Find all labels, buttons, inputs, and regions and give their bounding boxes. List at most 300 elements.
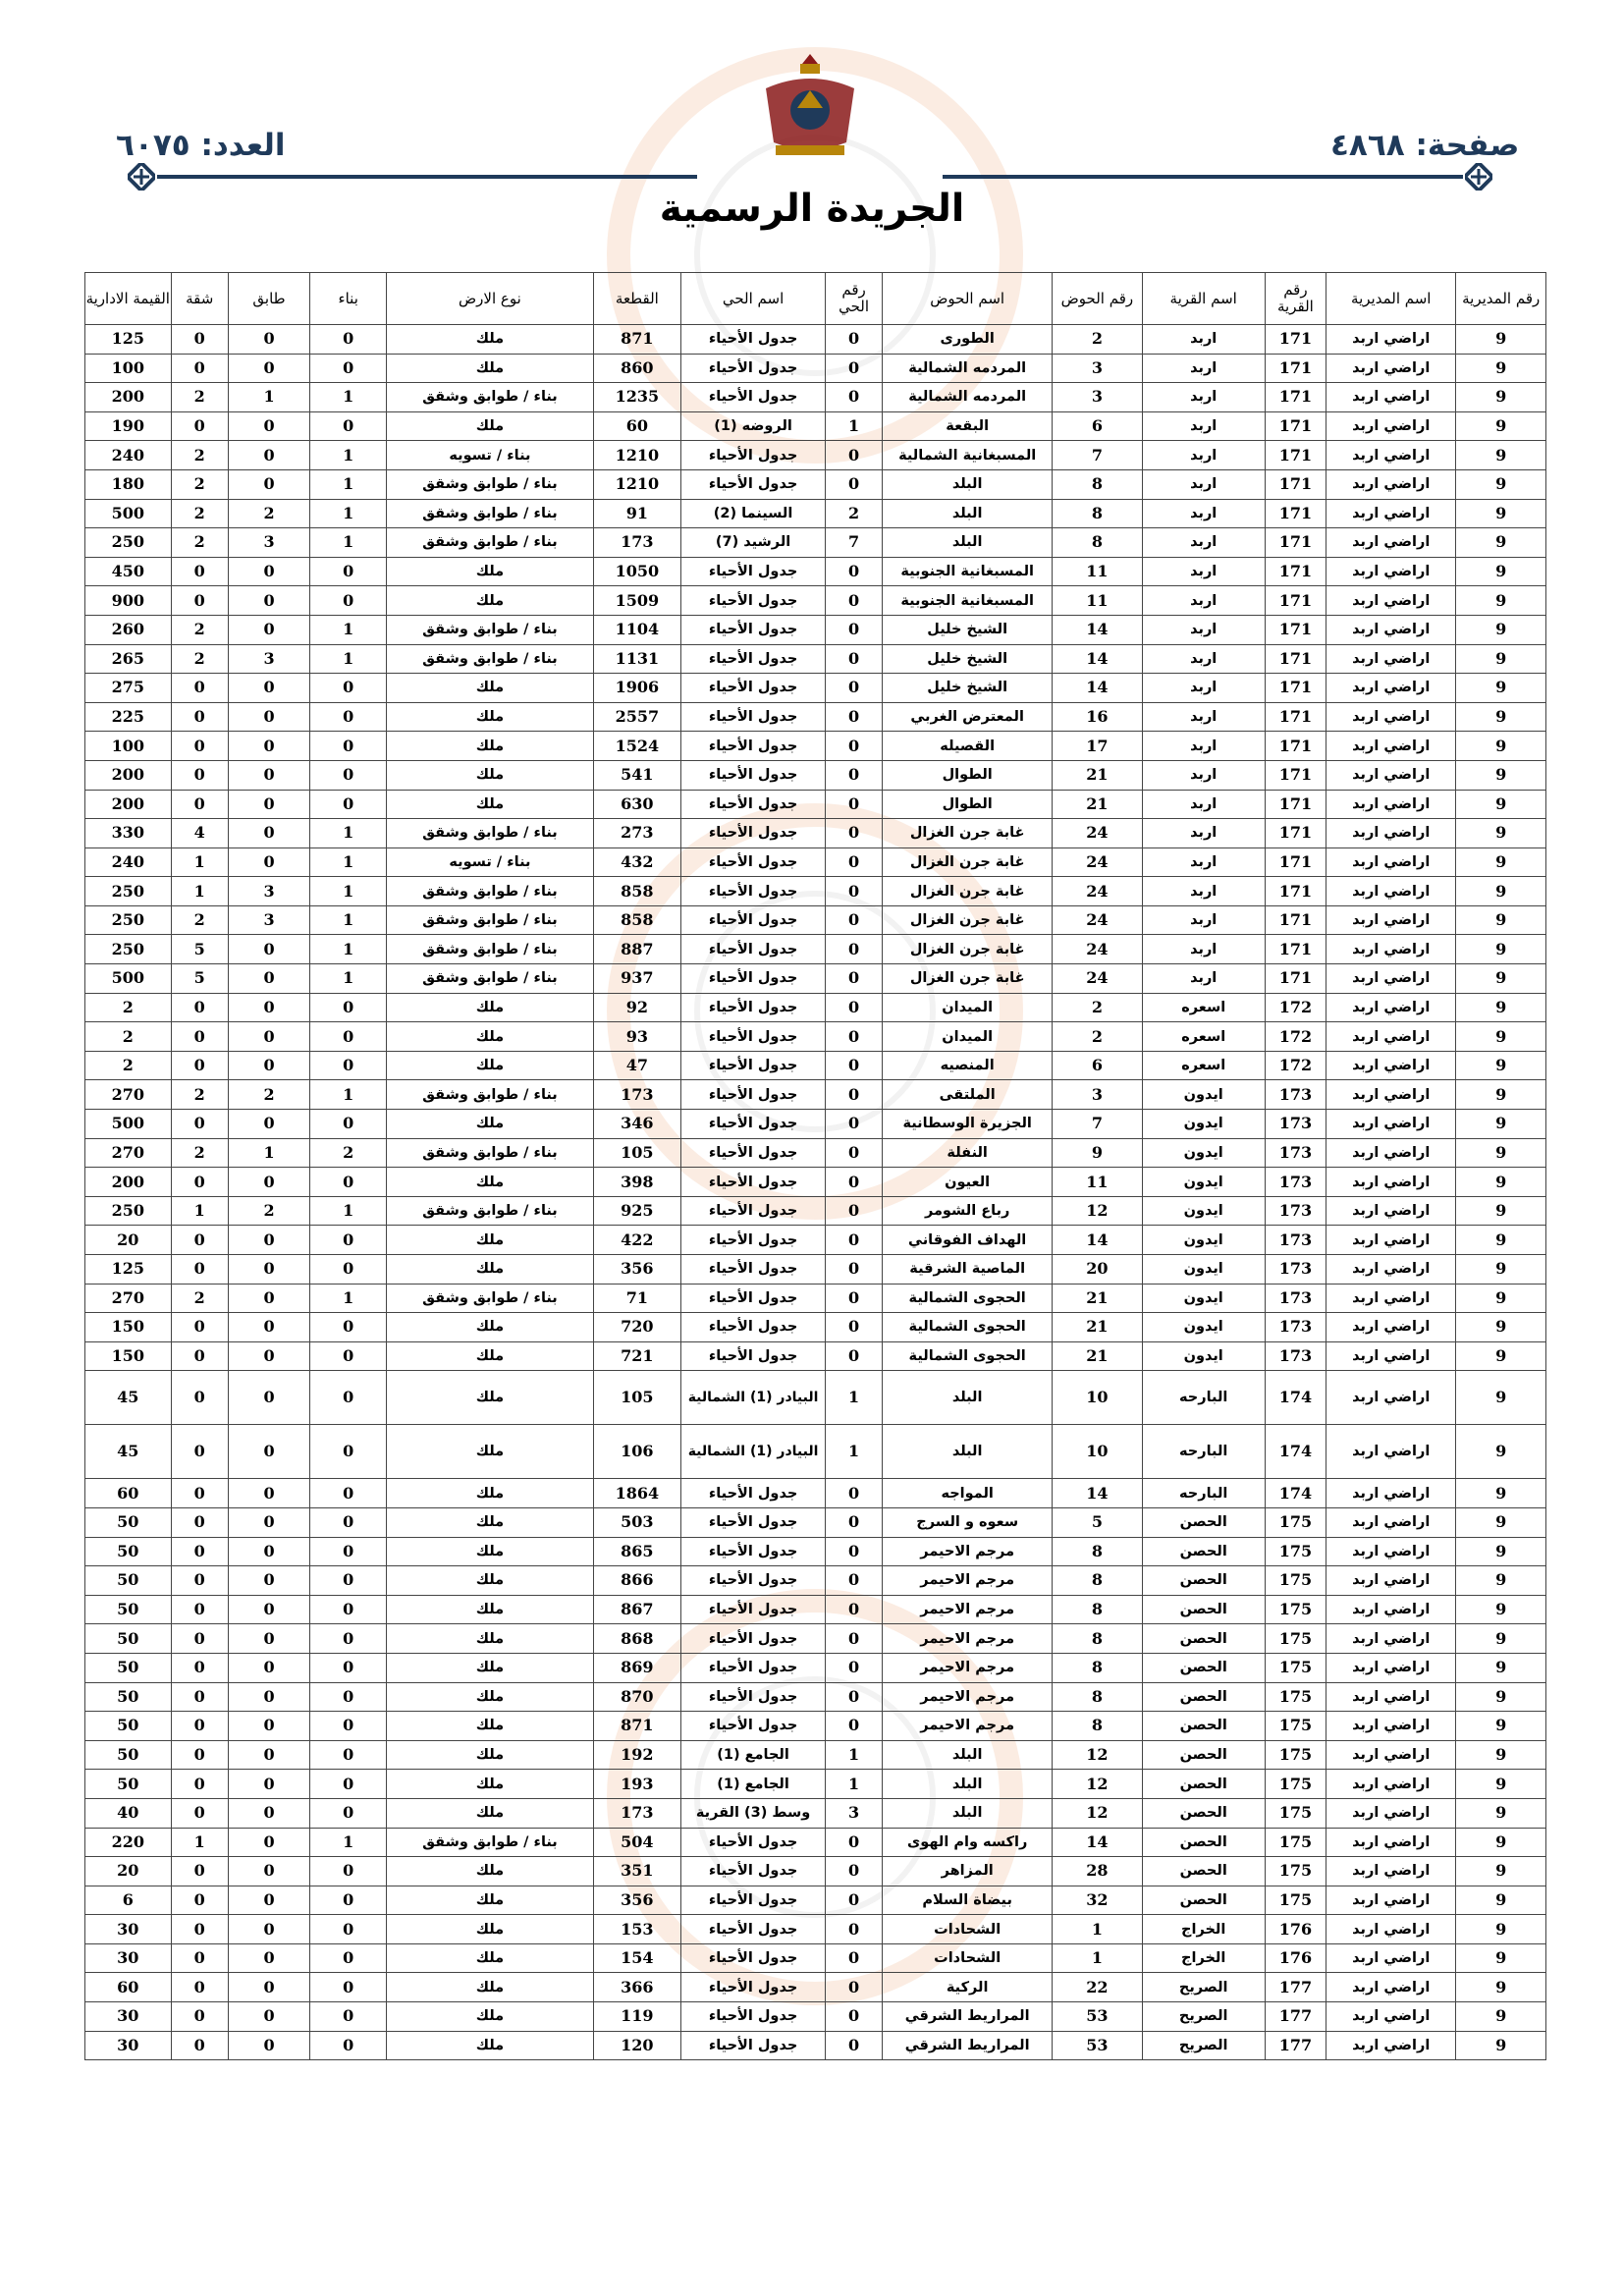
table-cell: 20 [1053,1255,1143,1285]
table-cell: 0 [310,411,387,441]
table-cell: 0 [228,732,309,761]
table-cell: 0 [228,1973,309,2002]
table-cell: 175 [1265,1507,1326,1537]
table-cell: 153 [593,1915,681,1944]
table-row [85,760,1546,790]
table-cell: 0 [228,2002,309,2032]
table-cell: 17 [1053,732,1143,761]
table-cell: راكسه وام الهوى [883,1828,1053,1857]
table-cell: بناء / طوابق وشقق [387,1284,593,1313]
table-cell: 171 [1265,732,1326,761]
table-cell: 24 [1053,877,1143,906]
table-cell: جدول الأحياء [681,1943,826,1973]
table-cell: بناء / طوابق وشقق [387,644,593,674]
table-cell: اربد [1142,674,1265,703]
table-row [85,847,1546,877]
table-cell: ايدون [1142,1313,1265,1342]
table-cell: اربد [1142,790,1265,819]
table-cell: ملك [387,1168,593,1197]
table-cell: 21 [1053,1313,1143,1342]
table-cell: 0 [171,1425,228,1479]
table-cell: 0 [228,1255,309,1285]
table-cell: 177 [1265,1973,1326,2002]
table-cell: 0 [171,702,228,732]
table-row [85,1051,1546,1080]
column-header: اسم الحوض [883,273,1053,325]
table-cell: 0 [171,1712,228,1741]
table-row [85,1566,1546,1596]
table-cell: 10 [1053,1425,1143,1479]
table-cell: 250 [85,1196,172,1226]
table-cell: 0 [825,1653,882,1682]
table-row [85,1313,1546,1342]
table-row [85,1110,1546,1139]
table-cell: 0 [171,1371,228,1425]
table-cell: 21 [1053,1341,1143,1371]
table-cell: 867 [593,1595,681,1624]
table-row [85,441,1546,470]
table-cell: 0 [825,557,882,586]
table-cell: 2 [228,1080,309,1110]
table-cell: 2 [1053,993,1143,1022]
table-cell: مرجم الاحيمر [883,1537,1053,1566]
table-cell: 11 [1053,586,1143,616]
table-cell: 2 [171,383,228,412]
table-cell: الحصن [1142,1828,1265,1857]
table-cell: 0 [310,1313,387,1342]
table-cell: 175 [1265,1537,1326,1566]
table-cell: جدول الأحياء [681,1255,826,1285]
table-cell: 91 [593,499,681,528]
table-cell: 50 [85,1566,172,1596]
table-cell: جدول الأحياء [681,905,826,935]
table-cell: 0 [171,1624,228,1654]
table-cell: 1 [825,1770,882,1799]
table-cell: 1 [1053,1943,1143,1973]
table-cell: جدول الأحياء [681,964,826,994]
table-cell: 20 [85,1857,172,1886]
table-cell: 9 [1456,760,1546,790]
table-cell: اراضي اربد [1326,1022,1456,1052]
table-cell: 1 [171,1828,228,1857]
table-cell: 0 [310,1973,387,2002]
table-cell: جدول الأحياء [681,1566,826,1596]
table-cell: اراضي اربد [1326,469,1456,499]
table-cell: 0 [228,1479,309,1508]
table-cell: ملك [387,325,593,355]
table-cell: 0 [310,1770,387,1799]
table-cell: 0 [825,1168,882,1197]
table-cell: 14 [1053,1226,1143,1255]
table-cell: 1 [825,1425,882,1479]
table-cell: اراضي اربد [1326,1973,1456,2002]
table-cell: 60 [593,411,681,441]
table-cell: 175 [1265,1624,1326,1654]
table-cell: 0 [825,847,882,877]
table-cell: 866 [593,1566,681,1596]
table-cell: 0 [171,411,228,441]
table-cell: 0 [171,1507,228,1537]
table-cell: 6 [1053,411,1143,441]
table-cell: 0 [825,2031,882,2060]
table-cell: 398 [593,1168,681,1197]
table-cell: 175 [1265,1566,1326,1596]
table-cell: اراضي اربد [1326,1740,1456,1770]
table-cell: 0 [228,1943,309,1973]
table-cell: ملك [387,1110,593,1139]
table-cell: ملك [387,1886,593,1915]
table-cell: 8 [1053,1653,1143,1682]
table-cell: اراضي اربد [1326,2031,1456,2060]
table-cell: 8 [1053,1595,1143,1624]
table-cell: اراضي اربد [1326,1595,1456,1624]
table-cell: 50 [85,1507,172,1537]
table-cell: غابة جرن الغزال [883,819,1053,848]
table-cell: 0 [228,469,309,499]
table-cell: 6 [1053,1051,1143,1080]
table-cell: 0 [171,325,228,355]
table-cell: ملك [387,2002,593,2032]
table-cell: اراضي اربد [1326,1828,1456,1857]
table-cell: اراضي اربد [1326,1712,1456,1741]
table-cell: 0 [825,819,882,848]
table-cell: جدول الأحياء [681,469,826,499]
table-cell: 150 [85,1341,172,1371]
column-header: القيمة الادارية [85,273,172,325]
table-cell: 2 [171,469,228,499]
table-cell: 0 [228,411,309,441]
table-cell: 9 [1456,1798,1546,1828]
table-cell: 0 [825,1226,882,1255]
table-cell: 9 [1456,1886,1546,1915]
table-row [85,1943,1546,1973]
table-row [85,1507,1546,1537]
table-cell: 0 [228,935,309,964]
table-cell: 432 [593,847,681,877]
table-row [85,528,1546,558]
table-cell: 14 [1053,1479,1143,1508]
table-row [85,1284,1546,1313]
table-cell: 270 [85,1284,172,1313]
table-cell: اراضي اربد [1326,1537,1456,1566]
table-cell: جدول الأحياء [681,586,826,616]
table-cell: 14 [1053,1828,1143,1857]
table-cell: 173 [1265,1313,1326,1342]
table-cell: 4 [171,819,228,848]
table-cell: ملك [387,411,593,441]
table-cell: 0 [310,1110,387,1139]
table-cell: 250 [85,877,172,906]
table-cell: 265 [85,644,172,674]
table-cell: 366 [593,1973,681,2002]
table-row [85,702,1546,732]
table-cell: 171 [1265,674,1326,703]
table-cell: 173 [1265,1284,1326,1313]
table-cell: جدول الأحياء [681,1226,826,1255]
table-cell: 0 [310,1915,387,1944]
table-cell: ملك [387,1255,593,1285]
table-cell: 0 [825,469,882,499]
table-cell: 0 [228,1168,309,1197]
table-cell: غابة جرن الغزال [883,877,1053,906]
table-cell: 0 [228,1915,309,1944]
table-cell: 173 [593,1080,681,1110]
table-cell: جدول الأحياء [681,1915,826,1944]
table-cell: 9 [1456,993,1546,1022]
table-cell: بناء / طوابق وشقق [387,615,593,644]
table-cell: 0 [825,760,882,790]
table-cell: بناء / طوابق وشقق [387,964,593,994]
table-cell: 0 [228,1313,309,1342]
table-cell: 45 [85,1371,172,1425]
table-cell: اراضي اربد [1326,1255,1456,1285]
table-cell: الطوال [883,760,1053,790]
table-cell: 250 [85,528,172,558]
table-cell: 174 [1265,1425,1326,1479]
table-cell: 0 [228,1425,309,1479]
table-cell: 0 [171,1943,228,1973]
table-cell: الماصية الشرقية [883,1255,1053,1285]
table-cell: 1 [228,1138,309,1168]
table-cell: 8 [1053,499,1143,528]
table-cell: 0 [171,2031,228,2060]
table-cell: 0 [825,1682,882,1712]
table-cell: 1509 [593,586,681,616]
table-cell: 0 [228,1712,309,1741]
table-row [85,586,1546,616]
table-cell: الحصن [1142,1712,1265,1741]
table-cell: 0 [228,1226,309,1255]
table-cell: 50 [85,1653,172,1682]
table-cell: اراضي اربد [1326,1566,1456,1596]
table-cell: 0 [310,732,387,761]
table-cell: 1 [310,964,387,994]
table-cell: 9 [1456,441,1546,470]
table-cell: 0 [825,1624,882,1654]
table-cell: 154 [593,1943,681,1973]
table-cell: الحصن [1142,1886,1265,1915]
table-cell: جدول الأحياء [681,325,826,355]
table-cell: اربد [1142,499,1265,528]
table-cell: 541 [593,760,681,790]
table-cell: اراضي اربد [1326,615,1456,644]
table-row [85,1740,1546,1770]
table-cell: سعوه و السرج [883,1507,1053,1537]
table-cell: 9 [1456,1740,1546,1770]
table-cell: 0 [825,1507,882,1537]
table-row [85,1770,1546,1799]
table-cell: 721 [593,1341,681,1371]
table-cell: اراضي اربد [1326,354,1456,383]
table-cell: 50 [85,1537,172,1566]
table-cell: مرجم الاحيمر [883,1653,1053,1682]
table-cell: 0 [310,1479,387,1508]
table-cell: 53 [1053,2031,1143,2060]
table-cell: 500 [85,964,172,994]
table-cell: جدول الأحياء [681,383,826,412]
table-cell: 0 [310,1425,387,1479]
table-cell: 9 [1456,2031,1546,2060]
table-cell: المراريط الشرقي [883,2002,1053,2032]
table-cell: 9 [1456,1138,1546,1168]
table-cell: 9 [1456,1371,1546,1425]
table-cell: 105 [593,1138,681,1168]
table-cell: 171 [1265,325,1326,355]
table-cell: 0 [228,1022,309,1052]
table-cell: 173 [1265,1196,1326,1226]
table-cell: 9 [1456,1168,1546,1197]
table-cell: جدول الأحياء [681,1022,826,1052]
table-cell: 175 [1265,1886,1326,1915]
table-cell: جدول الأحياء [681,819,826,848]
table-cell: اربد [1142,325,1265,355]
table-cell: 9 [1456,1943,1546,1973]
table-cell: 0 [825,993,882,1022]
table-cell: 172 [1265,993,1326,1022]
table-cell: 9 [1456,1770,1546,1799]
table-cell: 865 [593,1537,681,1566]
table-cell: اربد [1142,644,1265,674]
table-cell: الشحادات [883,1943,1053,1973]
table-cell: 240 [85,441,172,470]
table-cell: اراضي اربد [1326,935,1456,964]
table-cell: ملك [387,993,593,1022]
table-cell: 1 [228,383,309,412]
table-cell: 2 [1053,325,1143,355]
table-cell: 171 [1265,644,1326,674]
table-cell: 0 [228,993,309,1022]
table-cell: ملك [387,732,593,761]
table-cell: 93 [593,1022,681,1052]
table-cell: 0 [171,1479,228,1508]
table-cell: 1 [310,499,387,528]
table-cell: بناء / طوابق وشقق [387,819,593,848]
table-cell: 0 [310,1341,387,1371]
table-cell: 0 [171,790,228,819]
table-cell: المسبغانية الجنوبية [883,557,1053,586]
table-cell: 630 [593,790,681,819]
table-cell: البارحه [1142,1479,1265,1508]
table-row [85,1341,1546,1371]
table-cell: 9 [1456,1226,1546,1255]
table-cell: اربد [1142,557,1265,586]
table-cell: 9 [1456,1196,1546,1226]
table-cell: 0 [171,1682,228,1712]
table-cell: 14 [1053,644,1143,674]
table-cell: 175 [1265,1857,1326,1886]
column-header: اسم القرية [1142,273,1265,325]
table-cell: 1 [310,383,387,412]
table-cell: جدول الأحياء [681,847,826,877]
table-cell: 351 [593,1857,681,1886]
table-cell: 177 [1265,2031,1326,2060]
table-row [85,964,1546,994]
table-cell: 9 [1456,1479,1546,1508]
table-cell: اراضي اربد [1326,1943,1456,1973]
table-cell: 6 [85,1886,172,1915]
table-cell: اربد [1142,964,1265,994]
table-cell: 2 [85,993,172,1022]
table-cell: 9 [1456,674,1546,703]
table-cell: 9 [1456,877,1546,906]
column-header: اسم المديرية [1326,273,1456,325]
table-cell: 9 [1456,383,1546,412]
table-cell: اراضي اربد [1326,1479,1456,1508]
table-cell: 8 [1053,469,1143,499]
table-cell: 8 [1053,1712,1143,1741]
table-cell: مرجم الاحيمر [883,1624,1053,1654]
table-cell: 273 [593,819,681,848]
table-row [85,354,1546,383]
table-cell: 0 [228,441,309,470]
table-cell: اراضي اربد [1326,499,1456,528]
table-cell: 0 [825,1595,882,1624]
table-cell: مرجم الاحيمر [883,1566,1053,1596]
table-cell: 175 [1265,1712,1326,1741]
table-cell: 0 [228,1051,309,1080]
table-cell: 150 [85,1313,172,1342]
table-cell: ملك [387,586,593,616]
table-cell: 0 [171,1973,228,2002]
table-cell: 0 [310,1653,387,1682]
table-cell: جدول الأحياء [681,674,826,703]
table-cell: 2 [171,441,228,470]
table-cell: بناء / طوابق وشقق [387,469,593,499]
table-row [85,644,1546,674]
table-cell: جدول الأحياء [681,1080,826,1110]
table-cell: 0 [310,1682,387,1712]
table-cell: ملك [387,1653,593,1682]
table-cell: 171 [1265,383,1326,412]
table-cell: 0 [825,790,882,819]
table-row [85,905,1546,935]
table-cell: البيادر (1) الشمالية [681,1371,826,1425]
column-header: رقم الحوض [1053,273,1143,325]
table-cell: 422 [593,1226,681,1255]
table-cell: 0 [825,1943,882,1973]
table-cell: اراضي اربد [1326,644,1456,674]
table-cell: بناء / طوابق وشقق [387,1080,593,1110]
table-cell: ملك [387,1798,593,1828]
table-cell: بناء / تسويه [387,441,593,470]
table-cell: 0 [171,760,228,790]
table-cell: النفلة [883,1138,1053,1168]
table-cell: 925 [593,1196,681,1226]
table-row [85,469,1546,499]
table-cell: 3 [1053,354,1143,383]
table-row [85,1080,1546,1110]
table-cell: اراضي اربد [1326,1110,1456,1139]
table-cell: 0 [825,1255,882,1285]
table-cell: 12 [1053,1196,1143,1226]
table-cell: 30 [85,2031,172,2060]
table-cell: ملك [387,1371,593,1425]
table-cell: 1 [171,1196,228,1226]
table-cell: 9 [1456,1080,1546,1110]
table-cell: اراضي اربد [1326,702,1456,732]
table-cell: بناء / تسويه [387,847,593,877]
table-cell: 450 [85,557,172,586]
table-cell: 60 [85,1973,172,2002]
table-cell: جدول الأحياء [681,1341,826,1371]
table-cell: 900 [85,586,172,616]
table-cell: الحصن [1142,1566,1265,1596]
table-cell: 1 [310,819,387,848]
table-cell: 0 [825,935,882,964]
table-cell: 1 [171,847,228,877]
table-cell: 0 [825,1566,882,1596]
table-cell: اراضي اربد [1326,383,1456,412]
